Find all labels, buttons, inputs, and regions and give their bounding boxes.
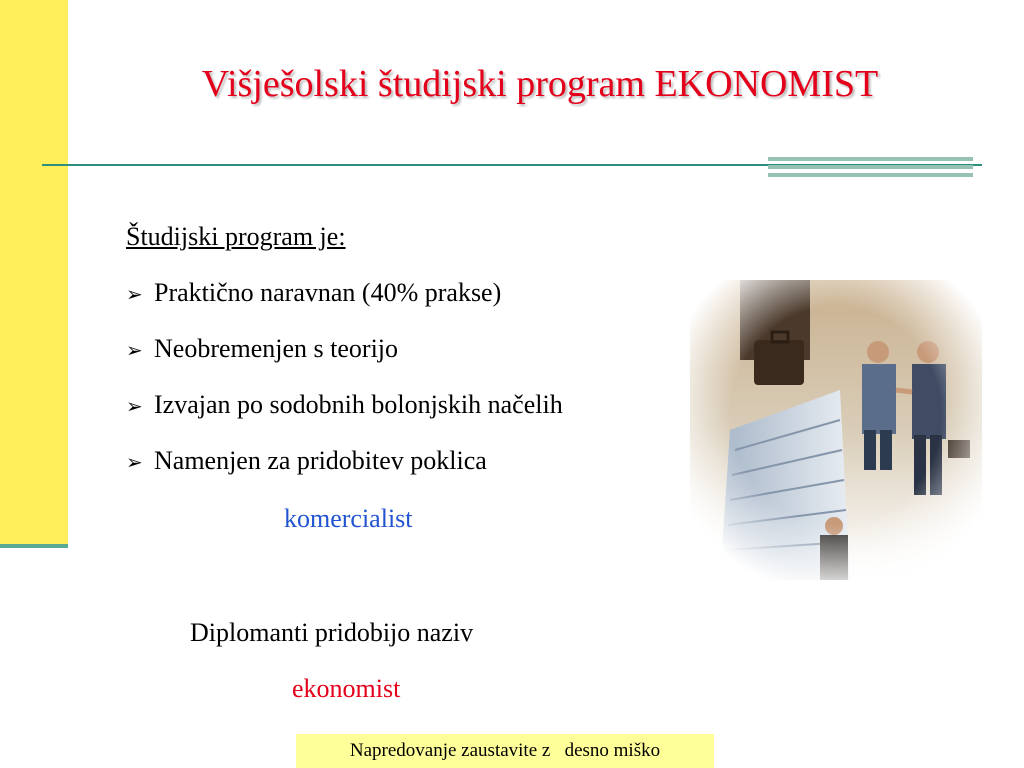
- bullet-item: [126, 334, 398, 364]
- footer-hint-text: Napredovanje zaustavite z desno miško: [349, 740, 661, 761]
- bullet-text: Neobremenjen s teorijo: [154, 334, 399, 363]
- program-heading: Študijski program je:: [126, 222, 346, 251]
- bullet-item: [126, 446, 487, 476]
- graduates-text: Diplomanti pridobijo naziv: [190, 618, 474, 647]
- bullet-text: Izvajan po sodobnih bolonjskih načelih: [154, 390, 563, 419]
- bullet-item: [126, 390, 563, 420]
- slide-content: [126, 222, 563, 703]
- arrow-bullet-icon: ➢: [126, 338, 143, 362]
- arrow-bullet-icon: ➢: [126, 450, 143, 474]
- arrow-bullet-icon: ➢: [126, 394, 143, 418]
- profession-text: komercialist: [284, 504, 413, 533]
- bullet-text: Namenjen za pridobitev poklica: [154, 446, 487, 475]
- arrow-bullet-icon: ➢: [126, 282, 143, 306]
- slide-title: Višješolski študijski program EKONOMIST: [201, 63, 879, 105]
- bullet-text: Praktično naravnan (40% prakse): [154, 278, 502, 307]
- footer-hint-box: [296, 734, 714, 768]
- divider-accent-block: [768, 157, 973, 177]
- degree-title-text: ekonomist: [292, 674, 401, 703]
- business-people-photo: [690, 280, 982, 580]
- side-band-underline: [0, 544, 68, 548]
- bullet-item: [126, 278, 501, 308]
